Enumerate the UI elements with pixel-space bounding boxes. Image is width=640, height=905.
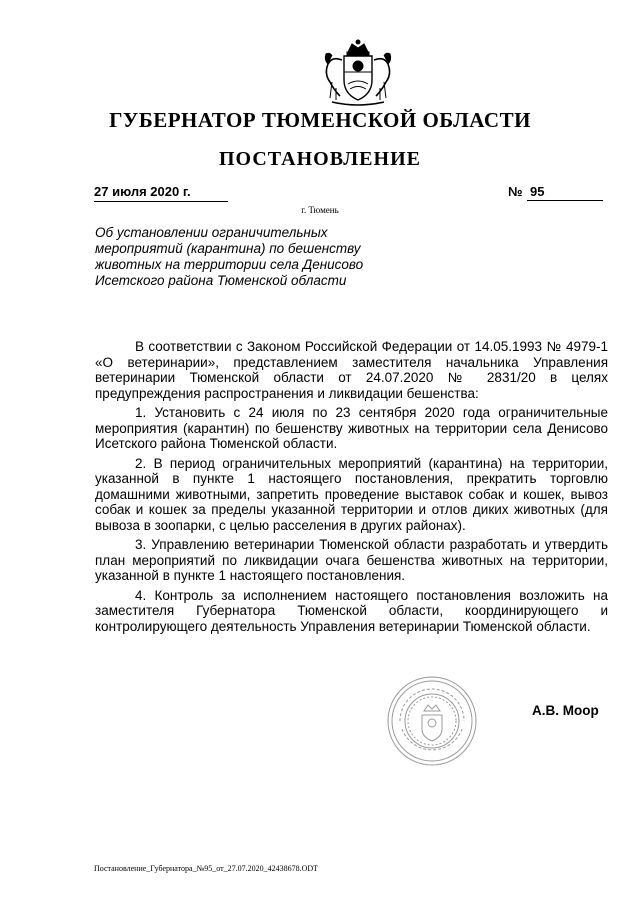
document-type-title: ПОСТАНОВЛЕНИЕ — [219, 148, 421, 170]
document-city: г. Тюмень — [301, 205, 339, 215]
document-body — [95, 339, 608, 638]
organization-title: ГУБЕРНАТОР ТЮМЕНСКОЙ ОБЛАСТИ — [109, 108, 531, 132]
clause-paragraph: 2. В период ограничительных мероприятий (карантина) на территории, указанной в пункте 1 настоящего постановления, прекратить торговлю домашними животными, запретить проведение выставок собак и кошек, вывоз собак и кошек за пределы указанной территории и отлов диких животных (для вывоза в зоопарки, с целью расселения в других районах). — [95, 455, 608, 533]
document-number-label: № — [508, 184, 523, 199]
document-subject: Об установлении ограничительных мероприятий (карантина) по бешенству животных на территории села Денисово Исетского района Тюменской области — [95, 225, 364, 288]
footer-filename: Постановление_Губернатора_№95_от_27.07.2020_42438678.ODT — [94, 864, 319, 873]
document-date: 27 июля 2020 г. — [94, 184, 228, 202]
clause-paragraph: 1. Установить с 24 июля по 23 сентября 2020 года ограничительные мероприятия (карантин) по бешенству животных на территории села Денисово Исетского района Тюменской области. — [95, 405, 608, 451]
document-number: 95 — [527, 184, 603, 201]
coat-of-arms-icon — [314, 38, 402, 110]
official-seal-icon — [386, 675, 478, 767]
clause-paragraph: 4. Контроль за исполнением настоящего постановления возложить на заместителя Губернатора Тюменской области, координирующего и контролирующего деятельность Управления ветеринарии Тюменской области. — [95, 587, 608, 634]
signatory-name: А.В. Моор — [532, 703, 599, 718]
preamble-paragraph: В соответствии с Законом Российской Федерации от 14.05.1993 № 4979-1 «О ветеринарии», представлением заместителя начальника Управления ветеринарии Тюменской области от 24.07.2020 № 2831/20 в целях предупреждения распространения и ликвидации бешенства: — [95, 339, 608, 401]
clause-paragraph: 3. Управлению ветеринарии Тюменской области разработать и утвердить план мероприятий по ликвидации очага бешенства животных на территории, указанной в пункте 1 настоящего постановления. — [95, 537, 608, 583]
